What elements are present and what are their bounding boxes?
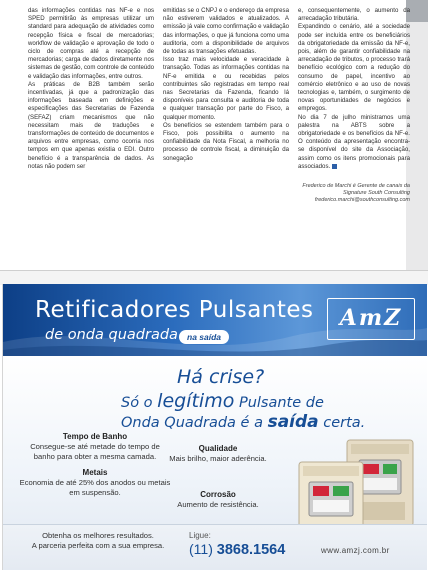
tagline-pre: Só o — [121, 395, 158, 411]
feature-text: Aumento de resistência. — [177, 500, 259, 509]
brand-logo — [327, 298, 415, 340]
byline-name: Frederico de Marchi é Gerente de canais da — [302, 183, 410, 190]
website-url: www.amzj.com.br — [321, 546, 390, 555]
article-section — [0, 0, 428, 270]
tagline-line-1 — [121, 392, 365, 413]
phone-area-code: (11) — [189, 541, 213, 557]
paragraph — [298, 114, 410, 171]
byline-email: frederico.marchi@southconsulting.com — [314, 197, 410, 204]
tagline-line-2 — [121, 413, 365, 433]
tagline-saida: saída — [267, 412, 319, 432]
advertisement — [2, 284, 427, 570]
tagline-end: certa. — [318, 415, 366, 431]
paragraph: As práticas de B2B também serão incentivadas, já que a padronização das informações baseada em definições e especificações das Secretarias de Fazenda (SEFAZ) criam mecanismos que não necessitam mais de traduções e transformações de conteúdo de documentos e arquivos entre empresas, como ocorria nos tempos em que apenas existia o EDI. Outro benefício é a transparência de dados. As notas não podem ser — [28, 80, 154, 170]
ad-title: Retificadores Pulsantes — [35, 297, 314, 323]
phone-number — [189, 541, 285, 558]
feature-quality — [163, 444, 273, 464]
feature-heading: Corrosão — [200, 490, 236, 499]
tagline-emphasis: legítimo — [157, 390, 235, 412]
feature-heading: Metais — [82, 468, 108, 477]
feature-text: Consegue-se até metade do tempo de banho para obter a mesma camada. — [30, 442, 160, 461]
paragraph: Expandindo o cenário, até a sociedade pode ser incluída entre os beneficiários da obrigatoriedade da emissão da NF-e, pois, além de garantir confiabilidade na arrecadação de tributos, o processo trará benefício ecológico com a redução do consumo de papel, incentivo ao comércio eletrônico e ao uso de novas tecnologias e, também, o surgimento de novas oportunidades de negócios e empregos. — [298, 23, 410, 113]
footer-line-1: Obtenha os melhores resultados. — [42, 531, 154, 540]
paragraph-text: No dia 7 de julho ministramos uma palestra na ABTS sobre a obrigatoriedade e os benefícios da NF-e. O conteúdo da apresentação encontra-se disponível do site da Associação, assim como os itens promocionais para associados. — [298, 113, 410, 170]
article-column-1 — [28, 7, 154, 171]
footer-slogan — [17, 531, 179, 551]
footer-line-2: A parceria perfeita com a sua empresa. — [31, 541, 165, 550]
feature-heading: Tempo de Banho — [62, 432, 128, 441]
phone-digits: 3868.1564 — [216, 542, 286, 558]
paragraph: Isso traz mais velocidade e veracidade à transação. Todas as informações contidas na NF-e emitida e ou recebidas pelos contribuintes são registradas em tempo real nas Secretarias da Fazenda, ficando lá disponíveis para consulta e auditoria de toda e qualquer transação por parte do Fisco, a qualquer momento. — [163, 56, 289, 121]
feature-bath-time — [19, 432, 171, 462]
feature-heading: Qualidade — [198, 444, 238, 453]
page-separator — [0, 270, 428, 285]
article-column-3 — [298, 7, 410, 205]
phone-label: Ligue: — [189, 531, 211, 540]
author-byline — [298, 183, 410, 205]
tagline-line2-pre: Onda Quadrada é a — [121, 415, 268, 431]
paragraph: e, consequentemente, o aumento da arrecadação tributária. — [298, 7, 410, 23]
ad-subtitle: de onda quadrada — [45, 327, 178, 343]
article-column-2 — [163, 7, 289, 163]
ad-headline: Há crise? — [177, 366, 265, 388]
feature-text: Economia de até 25% dos anodos ou metais em suspensão. — [19, 478, 171, 497]
ad-tagline — [121, 392, 365, 433]
feature-text: Mais brilho, maior aderência. — [169, 454, 267, 463]
paragraph: emitidas se o CNPJ e o endereço da empresa não estiverem validados e atualizados. A emissão já vale como confirmação e validação das informações, o que já funciona como uma auditoria, com a disponibilidade de arquivos de todas as transações efetuadas. — [163, 7, 289, 56]
end-of-article-icon — [332, 164, 337, 169]
logo-text: AmZ — [339, 305, 403, 331]
ad-footer — [3, 524, 427, 570]
byline-company: Signature South Consulting — [343, 190, 410, 197]
paragraph: das informações contidas nas NF-e e nos SPED permitirão às empresas utilizar um standard para adequação de atividades como recepção física e fiscal de mercadorias; workflow de validação e aprovação de todo o ciclo de compras até a recepção de mercadorias; carga de dados diretamente nos sistemas de gestão, com controle de conteúdo e validação das informações, entre outros. — [28, 7, 155, 80]
feature-corrosion — [163, 490, 273, 510]
feature-metals — [19, 468, 171, 498]
paragraph: Os benefícios se estendem também para o Fisco, pois possibilita o aumento na confiabilidade da Nota Fiscal, a melhoria no processo de controle fiscal, a diminuição da sonegação — [163, 121, 289, 162]
ad-pill-badge: na saída — [179, 330, 229, 344]
ad-banner — [3, 284, 427, 356]
tagline-mid: Pulsante de — [234, 395, 324, 411]
